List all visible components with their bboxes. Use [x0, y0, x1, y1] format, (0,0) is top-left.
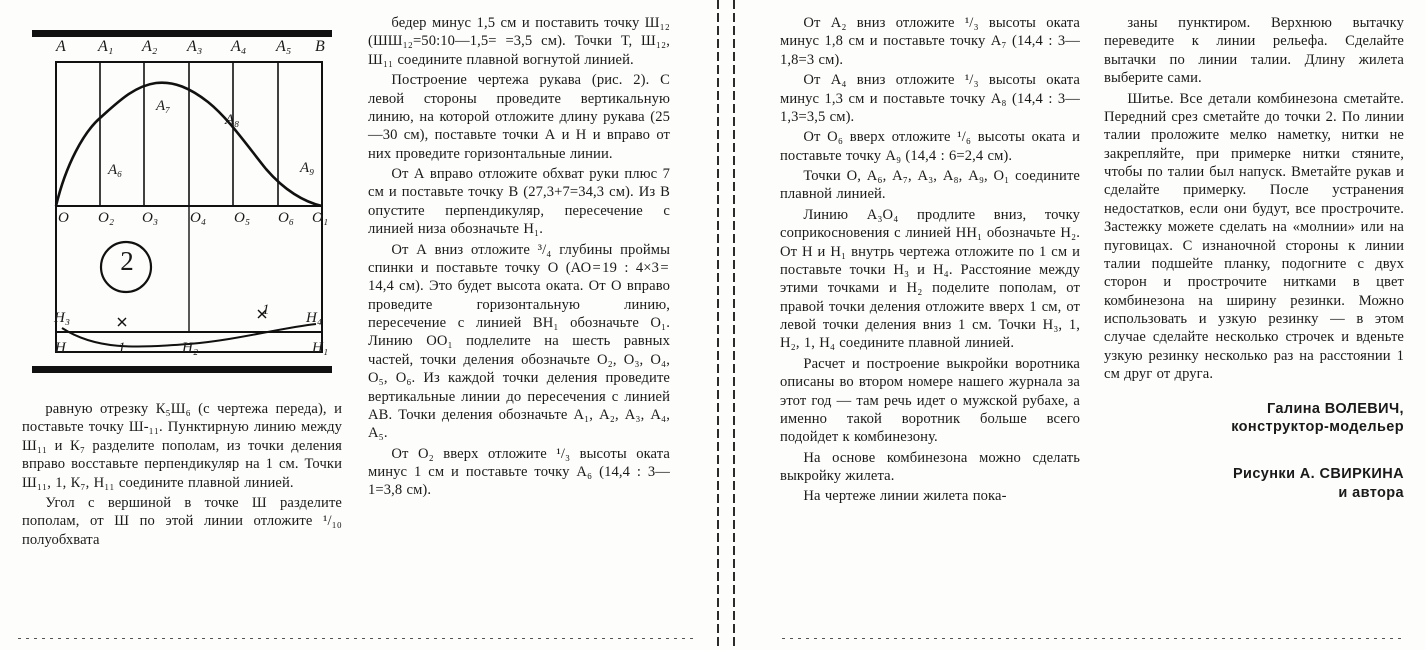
label-A9: A₉ — [300, 160, 315, 176]
paragraph: На основе комбинезона можно сделать выкройку жилета. — [780, 449, 1080, 484]
paragraph: От О₂ вверх отложите ¹/₃ высоты оката минус 1 см и поставьте точку А₆ (14,4 : 3—1=3,8 см). — [368, 445, 670, 499]
illustrator-credit — [1104, 465, 1404, 503]
spacer — [1104, 437, 1404, 451]
label-H3: H₃ — [54, 310, 71, 326]
label-hem-1-right: 1 — [262, 302, 270, 318]
label-A1: A₁ — [98, 38, 114, 55]
label-H: H — [55, 340, 66, 356]
paragraph: От А₄ вниз отложите ¹/₃ высоты оката минус 1,3 см и поставьте точку А₈ (14,4 : 3—1,3=3,5 см). — [780, 72, 1080, 125]
text-column-3 — [780, 14, 1080, 508]
label-H1: H₁ — [312, 340, 329, 356]
label-A5: A₅ — [276, 38, 292, 55]
illustrator-note: и автора — [1338, 485, 1404, 502]
paragraph: От О₆ вверх отложите ¹/₆ высоты оката и поставьте точку А₉ (14,4 : 6=2,4 см). — [780, 129, 1080, 164]
label-H2: H₂ — [182, 340, 199, 356]
author-role: конструктор-модельер — [1231, 419, 1404, 436]
paragraph: От А вниз отложите ³/₄ глубины проймы спинки и поставьте точку О (АО = 19 : 4×3 = 14,4 см). Это будет высота оката. От О вправо проведите горизонтальную линию, пересечение с линией ВН₁ обозначьте О₁. Линию ОО₁ подлелите на шесть равных частей, точки деления обозначьте О₂, О₃, О₄, О₅, О₆. Из каждой точки деления проведите вертикальные линии до пересечения с линией АВ. Точки деления обозначьте А₁, А₂, А₃, А₄, А₅. — [368, 241, 670, 442]
label-B: B — [315, 38, 325, 55]
cut-line-right — [782, 638, 1406, 639]
figure-sleeve-pattern — [22, 14, 342, 386]
seam-edge-right — [733, 0, 735, 650]
label-O1: O₁ — [312, 210, 329, 226]
label-O4: O₄ — [190, 210, 207, 226]
paragraph: Расчет и построение выкройки воротника описаны во втором номере нашего журнала за этот год — там речь идет о мужской рубахе, а именно такой воротник больше всего подойдет к комбинезону. — [780, 355, 1080, 446]
paragraph: Угол с вершиной в точке Ш разделите пополам, от Ш по этой линии отложите ¹/₁₀ полуобхвата — [22, 494, 342, 548]
label-O5: O₅ — [234, 210, 251, 226]
label-A7: A₇ — [156, 98, 171, 114]
label-O6: O₆ — [278, 210, 295, 226]
label-A: A — [56, 38, 66, 55]
paragraph: Линию А₃О₄ продлите вниз, точку соприкосновения с линией НН₁ обозначьте Н₂. От Н и Н₁ внутрь чертежа отложите по 1 см и поставьте точки Н₃ и Н₄. Расстояние между этими точками и Н₂ поделите пополам, от правой точки деления отложите вверх 1 см, от левой точки деления вниз 1 см. Точки Н₃, 1, Н₂, 1, Н₄ соедините плавной линией. — [780, 206, 1080, 352]
spacer — [1104, 451, 1404, 465]
paragraph: От А₂ вниз отложите ¹/₃ высоты оката минус 1,8 см и поставьте точку А₇ (14,4 : 3—1,8=3 см). — [780, 15, 1080, 68]
page-binding-seam — [713, 0, 739, 650]
paragraph: заны пунктиром. Верхнюю вытачку переведите к линии рельефа. Сделайте вытачки по линии талии. Длину жилета выберите сами. — [1104, 15, 1404, 87]
label-A8: A₈ — [225, 112, 240, 128]
text-column-2 — [368, 14, 670, 502]
pattern-drawing — [22, 14, 342, 386]
figure-number: 2 — [120, 246, 134, 276]
illustrator-name: Рисунки А. СВИРКИНА — [1232, 466, 1404, 483]
paragraph: Построение чертежа рукава (рис. 2). С левой стороны проведите вертикальную линию, на которой отложите длину рукава (25—30 см), поставьте точки А и Н и вправо от них проведите горизонтальные линии. — [368, 72, 670, 162]
label-H4: H₄ — [306, 310, 323, 326]
label-A3: A₃ — [187, 38, 203, 55]
paragraph: Точки О, А₆, А₇, А₃, А₈, А₉, О₁ соедините плавной линией. — [780, 168, 1080, 203]
label-O3: O₃ — [142, 210, 159, 226]
paragraph: равную отрезку К₅Ш₆ (с чертежа переда), и поставьте точку Ш‑₁₁. Пунктирную линию между Ш₁₁ и К₇ разделите пополам, из точки деления вправо восставьте перпендикуляр на 1 см. Точки Ш₁₁, 1, К₇, Н₁₁ соедините плавной линией. — [22, 401, 342, 491]
author-signature — [1104, 400, 1404, 438]
text-column-4 — [1104, 14, 1404, 503]
seam-edge-left — [717, 0, 719, 650]
paragraph: бедер минус 1,5 см и поставить точку Ш₁₂ (ШШ₁₂=50:10—1,5= =3,5 см). Точки Т, Ш₁₂, Ш₁₁ соедините плавной вогнутой линией. — [368, 15, 670, 68]
paragraph: От А вправо отложите обхват руки плюс 7 см и поставьте точку В (27,3+7=34,3 см). Из В опустите перпендикуляр, пересечение с линией низа обозначьте Н₁. — [368, 166, 670, 238]
paragraph: Шитье. Все детали комбинезона сметайте. Передний срез сметайте до точки 2. По линии талии проложите мелко наметку, нитки не закрепляйте, при примерке нитки стяните, чтобы по талии был напуск. Вметайте рукав и сделайте примерку. После устранения недостатков, если они будут, все прострочите. Застежку можете сделать на «молнии» или на пуговицах. С изнаночной стороны к линии талии подшейте планку, подогните с двух сторон и прострочите нитками в цвет комбинезона на ширину резинки. Можно использовать и узкую резинку — в этом случае сделайте несколько строчек и вденьте узкую резинку несколько раз на расстоянии 1 см друг от друга. — [1104, 90, 1404, 383]
label-O2: O₂ — [98, 210, 115, 226]
text-column-1 — [22, 400, 342, 551]
label-A2: A₂ — [142, 38, 158, 55]
author-name: Галина ВОЛЕВИЧ, — [1266, 400, 1404, 417]
label-hem-1-left: 1 — [118, 340, 126, 356]
label-O: O — [58, 210, 69, 226]
spacer — [1104, 386, 1404, 400]
label-A6: A₆ — [108, 162, 123, 178]
cut-line-left — [18, 638, 698, 639]
paragraph: На чертеже линии жилета пока- — [803, 488, 1007, 505]
label-A4: A₄ — [231, 38, 247, 55]
